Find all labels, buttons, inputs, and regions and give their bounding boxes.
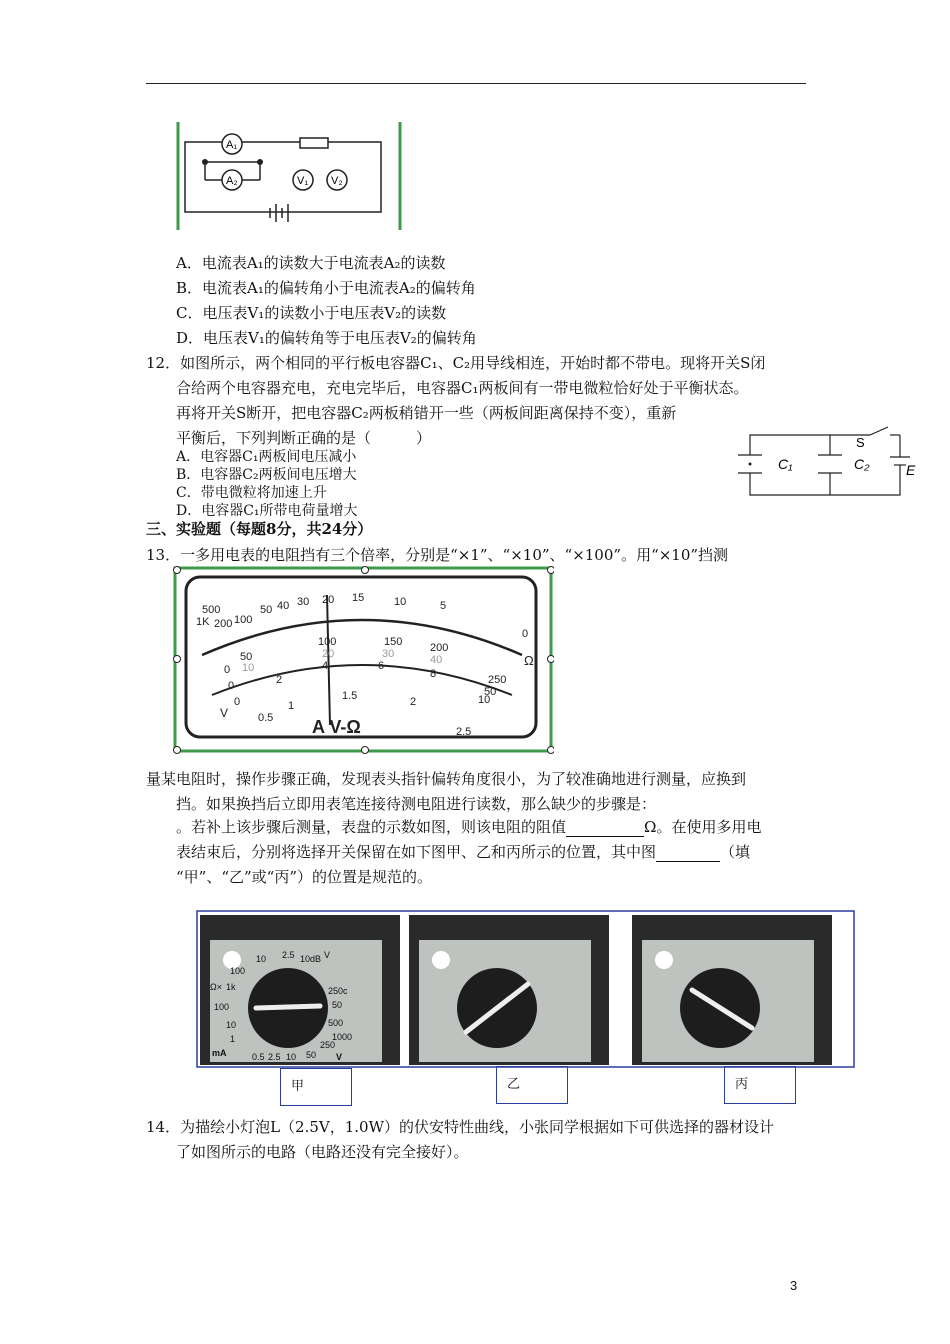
q12-line-4: 平衡后，下列判断正确的是（ ） [176,429,432,447]
ac-tick-40: 40 [430,654,443,666]
v-tick-8: 8 [430,668,437,680]
dial-a-top-10db: 10dB [300,954,322,964]
dial-a-bottom-50: 50 [306,1050,317,1060]
dc-tick-50: 50 [240,651,253,663]
q14-line-2: 了如图所示的电路（电路还没有完全接好）。 [176,1143,469,1161]
q12-line-2: 合给两个电容器充电，充电完毕后，电容器C₁两板间有一带电微粒恰好处于平衡状态。 [176,379,749,397]
dial-label-jia: 甲 [280,1068,352,1106]
dc-tick-200: 200 [430,642,449,654]
q14-line-1: 14．为描绘小灯泡L（2.5V，1.0W）的伏安特性曲线，小张同学根据如下可供选择的器材设计 [146,1118,775,1136]
ohm-tick-20: 20 [322,594,335,606]
q13-line-4 [176,816,761,837]
dial-a-right-1000: 1000 [332,1032,353,1042]
q13-line-6: “甲”、“乙”或“丙”）的位置是规范的。 [176,868,433,886]
dial-a-right-250c: 250c [328,986,348,996]
dial-a-right-500: 500 [328,1018,344,1028]
low-tick-2.5: 2.5 [456,726,472,738]
dial-a-left-1k: 1k [226,982,236,992]
q11-option-a: A．电流表A₁的读数大于电流表A₂的读数 [176,254,446,272]
dial-a-left-100: 100 [230,966,246,976]
ohm-tick-50: 50 [260,604,273,616]
ammeter-a1-label: A₁ [226,139,238,151]
q13-line-4b: Ω。在使用多用电 [644,818,762,836]
ohm-tick-30: 30 [297,596,310,608]
v-tick-10: 10 [478,694,491,706]
c1-label: C₁ [778,456,793,472]
v-tick-2: 2 [276,674,283,686]
dial-a-bottom-250: 250 [320,1040,336,1050]
ammeter-voltmeter-circuit [175,122,405,232]
dc-tick-100: 100 [318,636,337,648]
meter-face-label: A V-Ω [312,717,361,737]
dial-a-bottom-v: V [336,1052,343,1062]
dial-a-ma: mA [212,1048,227,1058]
ohm-tick-40: 40 [277,600,290,612]
ohm-tick-500: 500 [202,604,221,616]
v-tick-6: 6 [378,660,385,672]
dial-answer-blank[interactable] [656,843,720,862]
low-tick-1.5: 1.5 [342,690,358,702]
low-tick-2: 2 [410,696,417,708]
q13-line-5a: 表结束后，分别将选择开关保留在如下图甲、乙和丙所示的位置，其中图 [176,843,657,861]
q12-line-1: 12．如图所示，两个相同的平行板电容器C₁、C₂用导线相连，开始时都不带电。现将开关S闭 [146,354,766,372]
ac-tick-50: 50 [484,686,497,698]
v-tick-0: 0 [228,680,235,692]
meter-v-label: V [220,706,229,720]
ac-tick-20: 20 [322,648,335,660]
switch-s-label: S [856,435,865,450]
ohm-tick-15: 15 [352,592,365,604]
dial-a-top-v: V [324,950,331,960]
c2-label: C₂ [854,456,870,472]
low-tick-0.5: 0.5 [258,712,274,724]
page-number: 3 [790,1278,798,1293]
ohm-tick-200: 200 [214,618,233,630]
header-rule [146,83,806,84]
q12-option-b: B．电容器C₂两板间电压增大 [176,467,357,483]
q12-line-3: 再将开关S断开，把电容器C₂两板稍错开一些（两板间距离保持不变），重新 [176,404,677,422]
q13-line-2: 量某电阻时，操作步骤正确，发现表头指针偏转角度很小，为了较准确地进行测量，应换到 [146,770,747,788]
dc-tick-0: 0 [224,664,231,676]
ohm-tick-100: 100 [234,614,253,626]
q13-line-3: 挡。如果换挡后立即用表笔连接待测电阻进行读数，那么缺少的步骤是： [176,795,657,813]
low-tick-0: 0 [234,696,241,708]
dial-label-yi: 乙 [496,1066,568,1104]
resistance-answer-blank[interactable] [566,818,644,837]
multimeter-face [172,565,554,755]
ac-tick-30: 30 [382,648,395,660]
dial-a-right-50: 50 [332,1000,343,1010]
v-tick-4: 4 [322,660,329,672]
dial-a-top-2.5: 2.5 [282,950,295,960]
dial-a-bottom-0.5: 0.5 [252,1052,265,1062]
q13-line-5 [176,841,750,862]
ohm-tick-10: 10 [394,596,407,608]
dial-a-left-10: 10 [226,1020,237,1030]
q13-line-5b: （填 [720,843,751,861]
ammeter-a2-label: A₂ [226,175,238,187]
selector-dial-photos [196,910,856,1070]
q12-option-a: A．电容器C₁两板间电压减小 [176,449,357,465]
dial-a-bottom-10: 10 [286,1052,297,1062]
q13-line-1: 13．一多用电表的电阻挡有三个倍率，分别是“×1”、“×10”、“×100”。用“×10”挡测 [146,546,729,564]
q12-option-c: C．带电微粒将加速上升 [176,485,327,501]
ohm-tick-0: 0 [522,628,529,640]
dc-tick-250: 250 [488,674,507,686]
voltmeter-v1-label: V₁ [297,175,309,187]
capacitor-circuit [730,425,930,500]
q11-option-b: B．电流表A₁的偏转角小于电流表A₂的偏转角 [176,279,476,297]
ohm-symbol: Ω [524,653,534,668]
dial-label-bing: 丙 [724,1066,796,1104]
ohm-tick-1k: 1K [196,616,210,628]
section-3-title: 三、实验题（每题8分，共24分） [146,520,373,538]
q13-line-4a: 。若补上该步骤后测量，表盘的示数如图，则该电阻的阻值 [176,818,567,836]
dial-a-left-100b: 100 [214,1002,230,1012]
dc-tick-150: 150 [384,636,403,648]
voltmeter-v2-label: V₂ [331,175,343,187]
q12-option-d: D．电容器C₁所带电荷量增大 [176,503,358,519]
low-tick-1: 1 [288,700,295,712]
q11-option-c: C．电压表V₁的读数小于电压表V₂的读数 [176,304,447,322]
ac-tick-10: 10 [242,662,255,674]
emf-e-label: E [906,462,916,478]
dial-a-left-ohmx: Ω× [210,982,222,992]
q11-option-d: D．电压表V₁的偏转角等于电压表V₂的偏转角 [176,329,477,347]
ohm-tick-5: 5 [440,600,447,612]
dial-a-left-1: 1 [230,1034,236,1044]
dial-a-top-10: 10 [256,954,267,964]
dial-a-bottom-2.5: 2.5 [268,1052,281,1062]
